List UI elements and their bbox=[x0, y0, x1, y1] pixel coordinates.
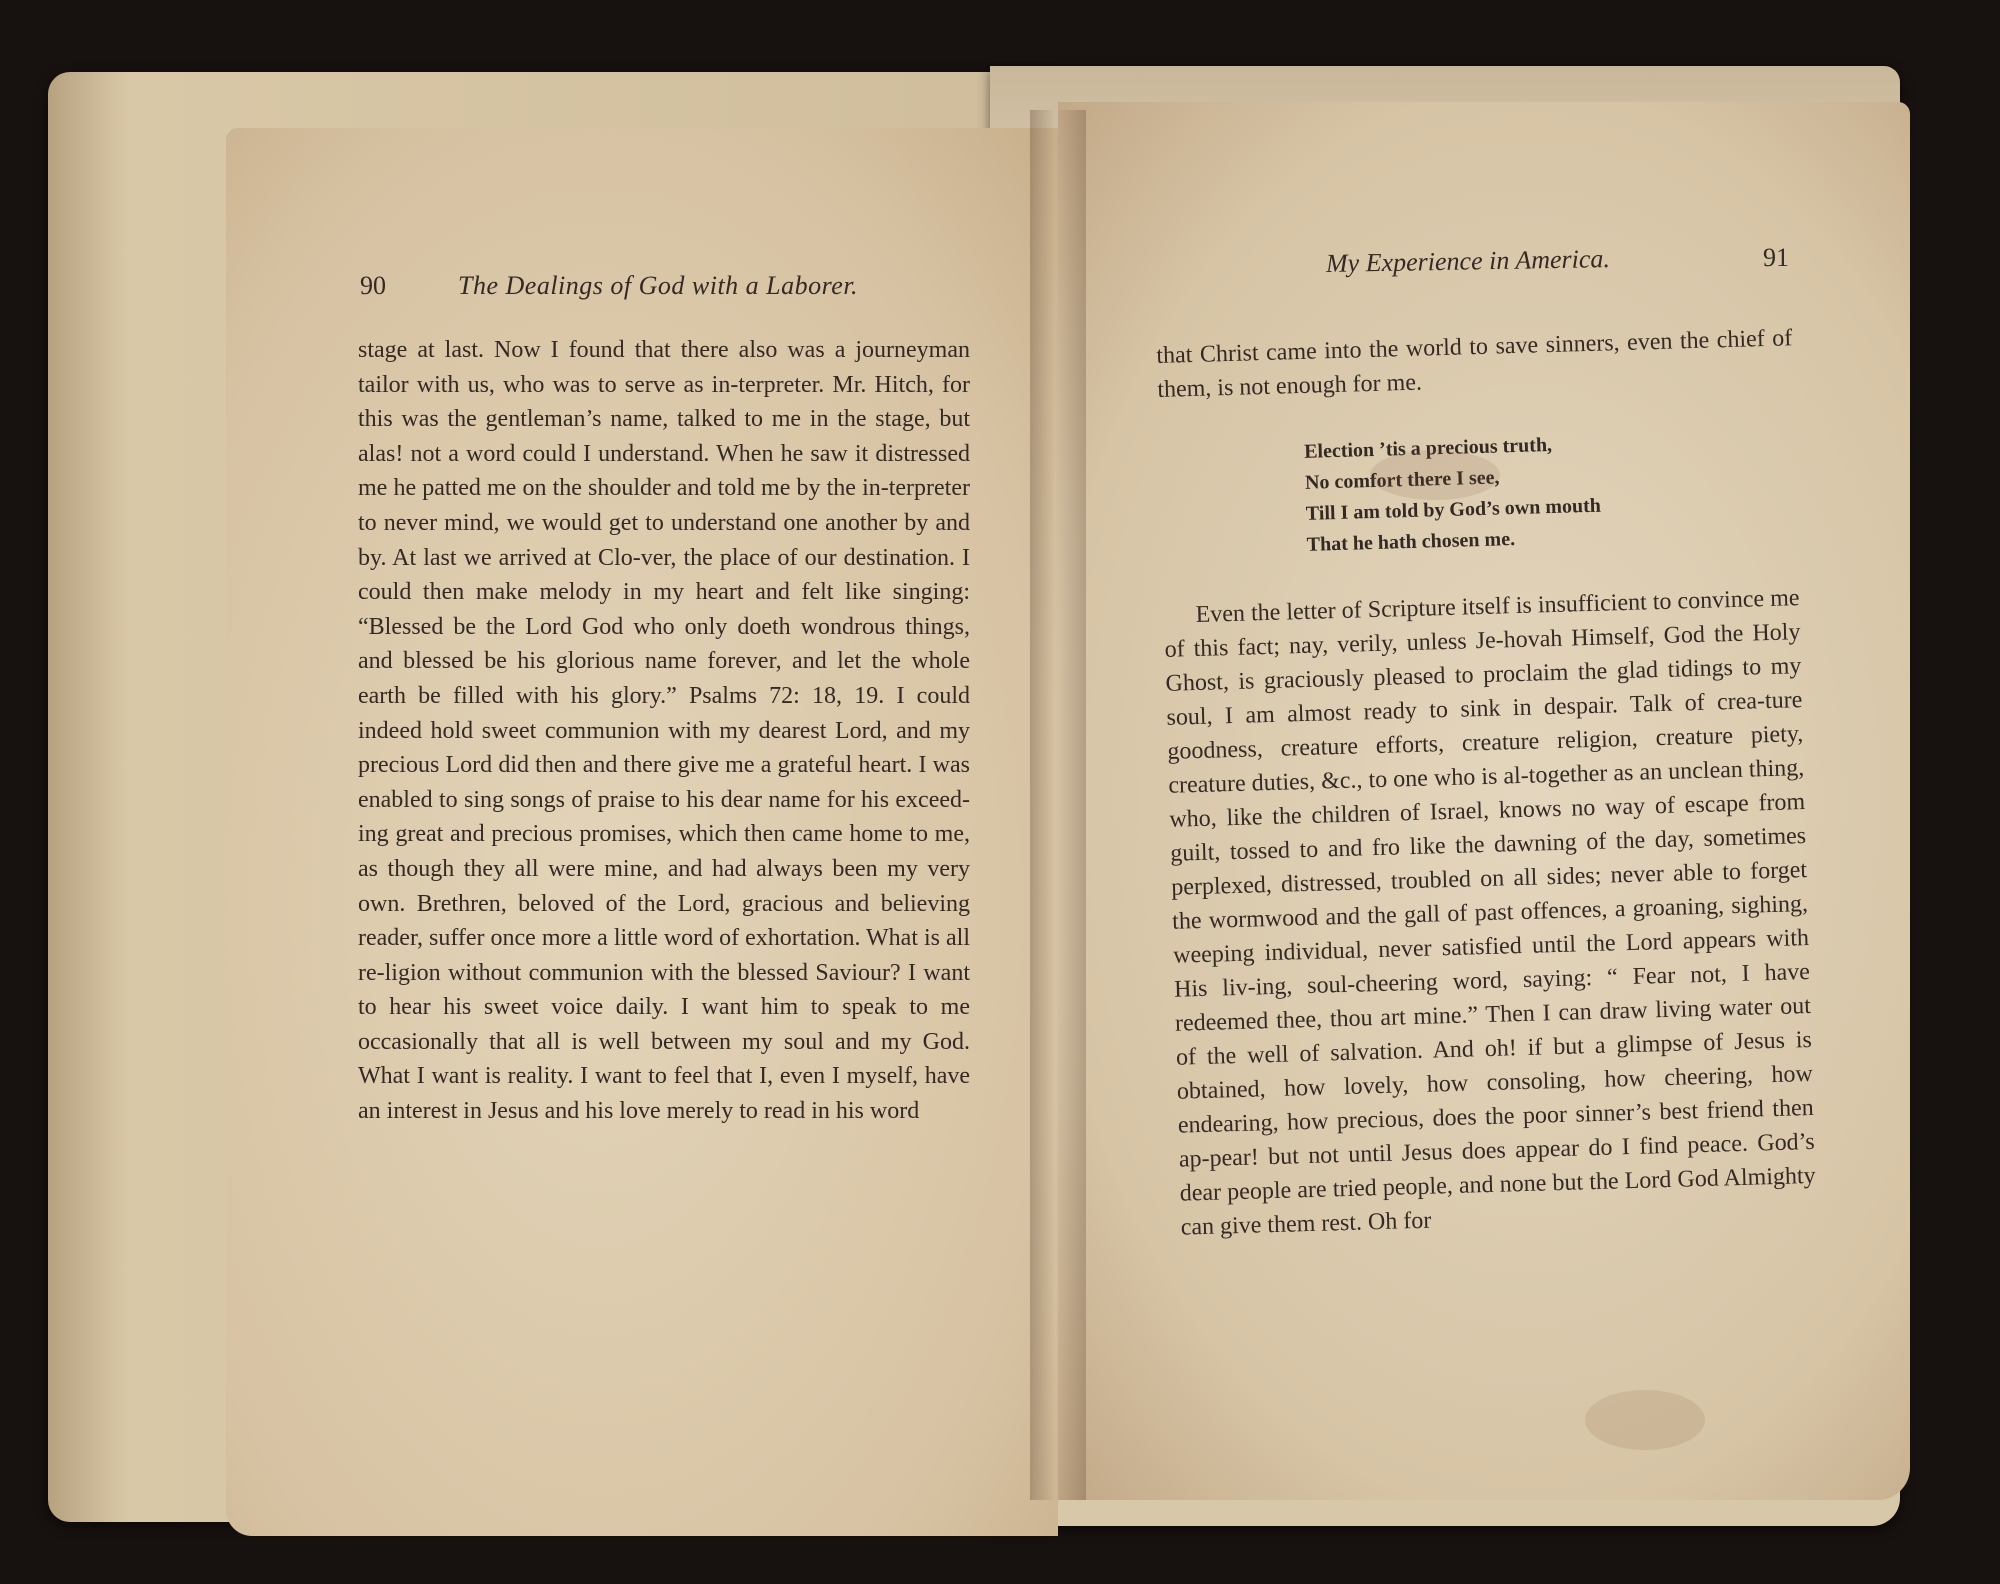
left-page-body-text: stage at last. Now I found that there also was a journeyman tailor with us, who was to serve as in-terpreter. Mr. Hitch, for this was the gentleman’s name, talked to me in the stage, but alas! not a word could I understand. When he saw it distressed me he patted me on the shoulder and told me by the in-terpreter to never mind, we would get to understand one another by and by. At last we arrived at Clo-ver, the place of our destination. I could then make melody in my heart and felt like singing: “Blessed be the Lord God who only doeth wondrous things, and blessed be his glorious name forever, and let the whole earth be filled with his glory.” Psalms 72: 18, 19. I could indeed hold sweet communion with my dearest Lord, and my precious Lord did then and there give me a grateful heart. I was enabled to sing songs of praise to his dear name for his exceed-ing great and precious promises, which then came home to me, as though they all were mine, and had always been my very own. Brethren, beloved of the Lord, gracious and believing reader, suffer once more a little word of exhortation. What is all re-ligion without communion with the blessed Saviour? I want to hear his sweet voice daily. I want him to speak to me occasionally that all is well between my soul and my God. What I want is reality. I want to feel that I, even I myself, have an interest in Jesus and his love merely to read in his word bbox=[358, 337, 970, 1125]
right-running-title: My Experience in America. bbox=[1325, 244, 1611, 278]
left-book-page bbox=[226, 128, 1058, 1536]
right-opening-text: that Christ came into the world to save sinners, even the chief of them, is not enough for me. bbox=[1156, 325, 1793, 403]
election-poem: Election ’tis a precious truth, No comfort there I see, Till I am told by God’s own mouth That he hath chosen me. bbox=[1303, 433, 1602, 556]
right-page-number: 91 bbox=[1763, 243, 1789, 272]
left-running-title: The Dealings of God with a Laborer. bbox=[458, 271, 859, 300]
right-main-text: Even the letter of Scripture itself is insufficient to convince me of this fact; nay, verily, unless Je-hovah Himself, God the Holy Ghost, is graciously pleased to proclaim the glad tidings to my soul, I am almost ready to sink in despair. Talk of crea-ture goodness, creature efforts, creature religion, creature piety, creature duties, &c., to one who is al-together as an unclean thing, who, like the children of Israel, knows no way of escape from guilt, tossed to and fro like the dawning of the day, sometimes perplexed, distressed, troubled on all sides; never able to forget the wormwood and the gall of past offences, a groaning, sighing, weeping individual, never satisfied until the Lord appears with His liv-ing, soul-cheering word, saying: “ Fear not, I have redeemed thee, thou art mine.” Then I can draw living water out of the well of salvation. And oh! if but a glimpse of Jesus is obtained, how lovely, how consoling, how cheering, how endearing, how precious, does the poor sinner’s best friend then ap-pear! but not until Jesus does appear do I find peace. God’s dear people are tried people, and none but the Lord God Almighty can give them rest. Oh for bbox=[1164, 585, 1816, 1241]
right-book-page bbox=[1058, 102, 1910, 1500]
right-page-text-block bbox=[1155, 287, 1818, 1278]
left-page-number: 90 bbox=[360, 271, 386, 300]
